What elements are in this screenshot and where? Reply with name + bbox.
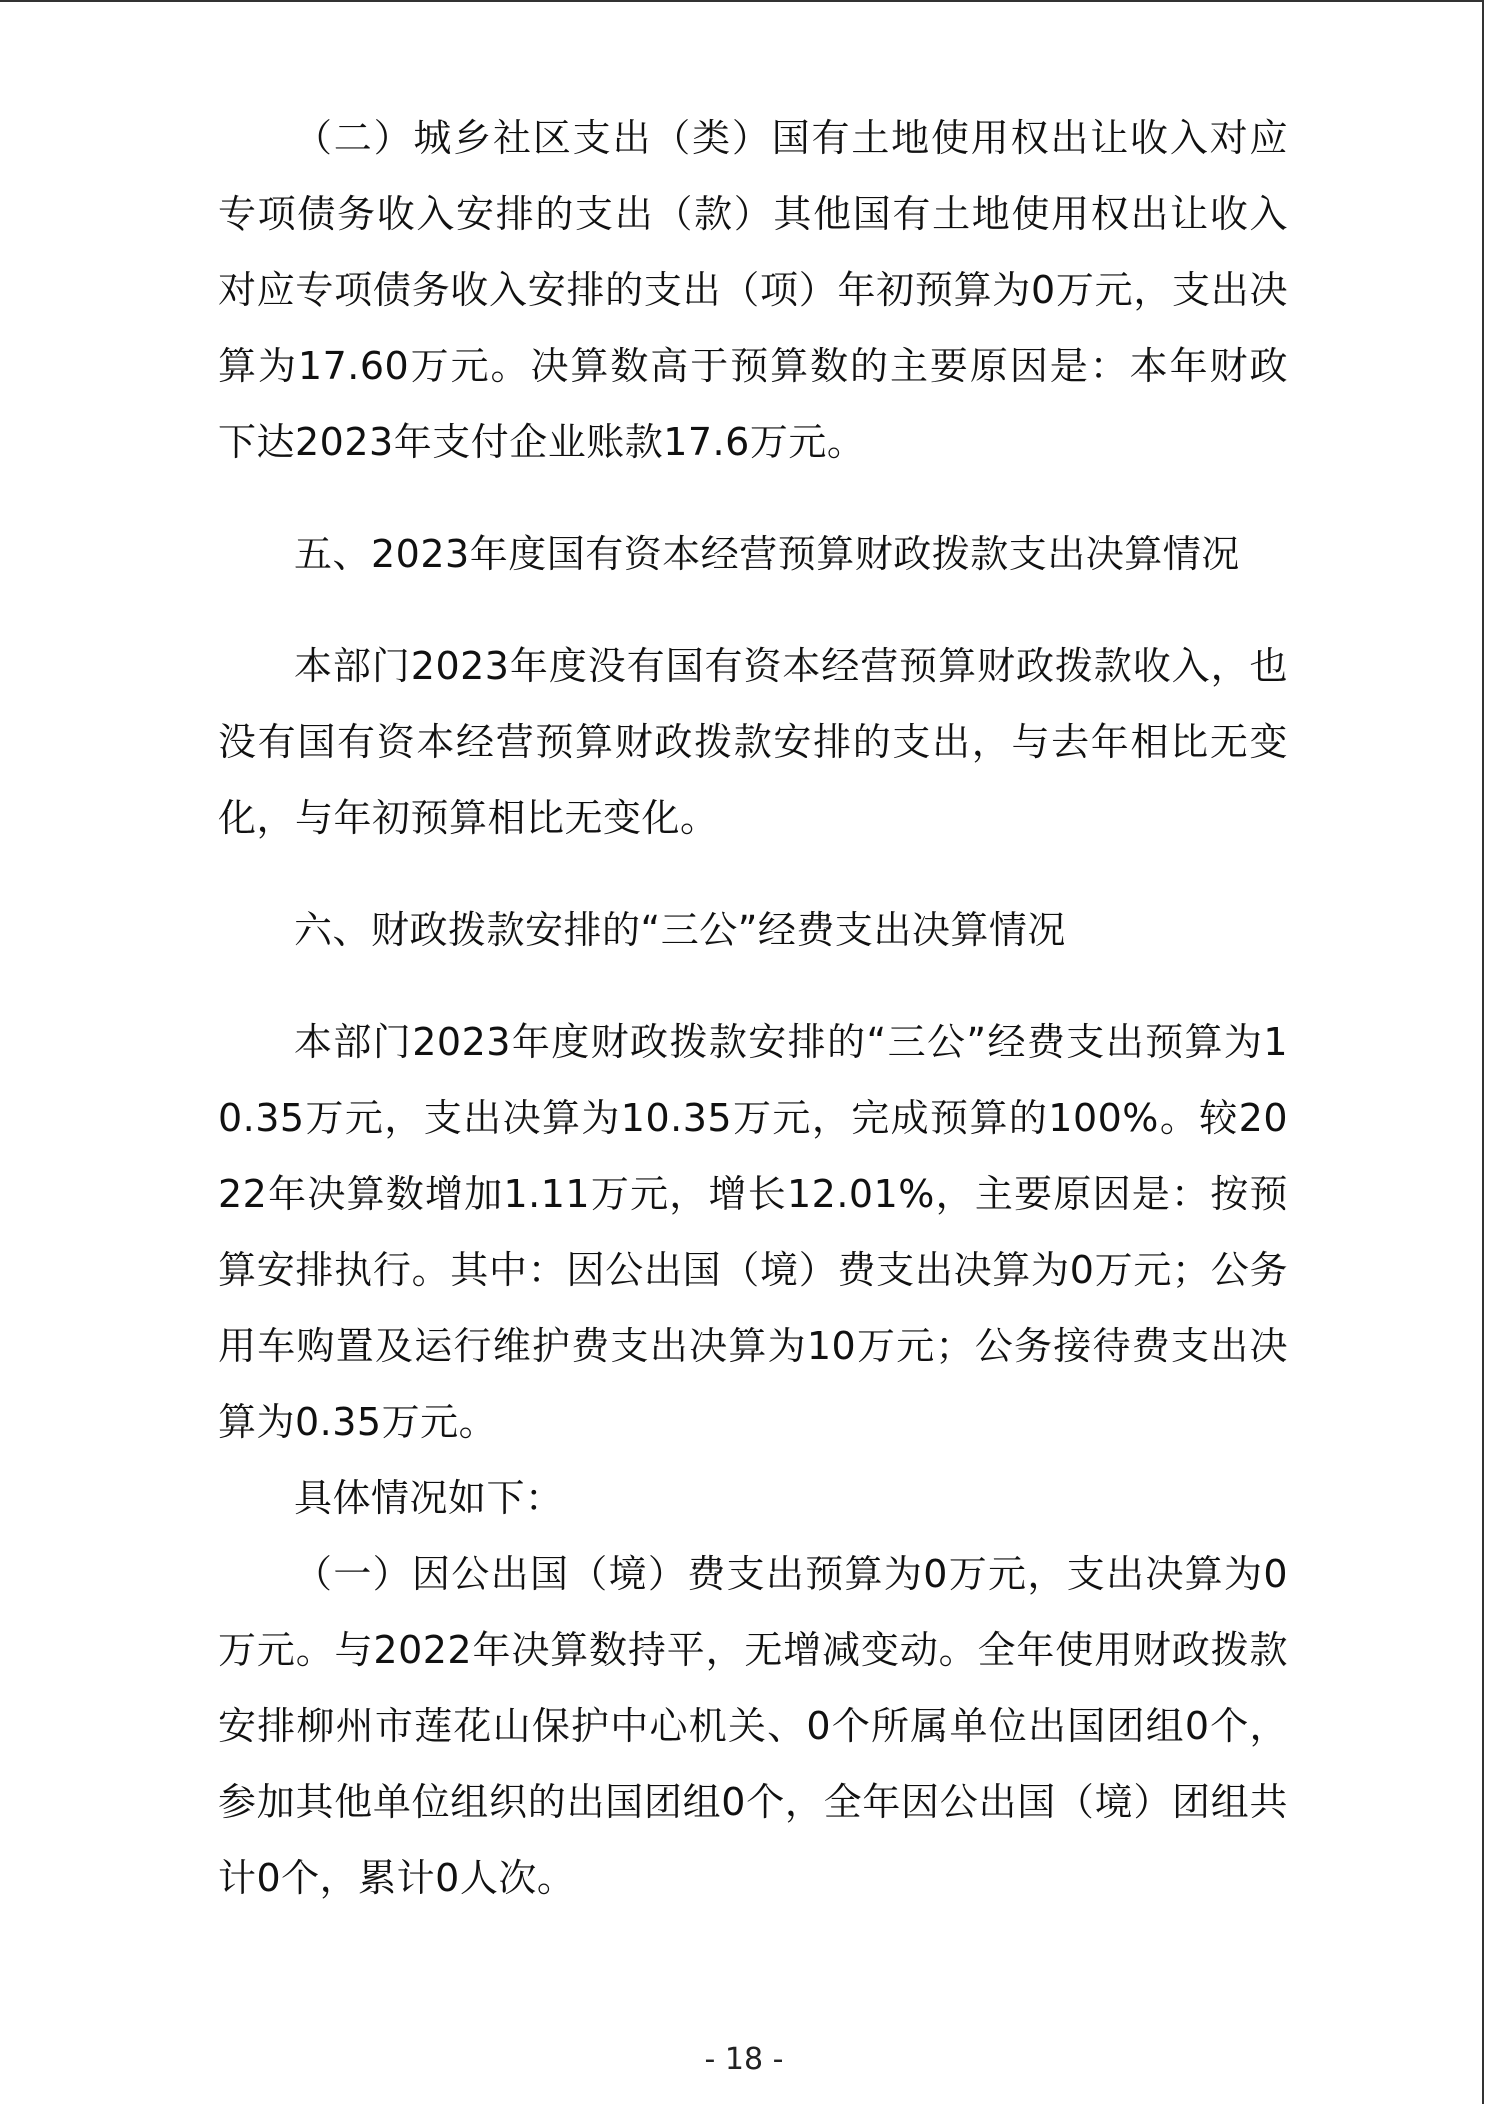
page-number: - 18 - [704,2042,784,2077]
paragraph-details-intro: 具体情况如下： [294,1476,564,1520]
paragraph-state-capital-budget: 本部门2023年度没有国有资本经营预算财政拨款收入，也没有国有资本经营预算财政拨款安排的支出，与去年相比无变化，与年初预算相比无变化。 [218,644,1288,840]
paragraph-urban-rural-expenditure: （二）城乡社区支出（类）国有土地使用权出让收入对应专项债务收入安排的支出（款）其他国有土地使用权出让收入对应专项债务收入安排的支出（项）年初预算为0万元，支出决算为17.60万元。决算数高于预算数的主要原因是：本年财政下达2023年支付企业账款17.6万元。 [218,116,1288,464]
paragraph-three-public-expenses: 本部门2023年度财政拨款安排的“三公”经费支出预算为10.35万元，支出决算为10.35万元，完成预算的100%。较2022年决算数增加1.11万元，增长12.01%，主要原因是：按预算安排执行。其中：因公出国（境）费支出决算为0万元；公务用车购置及运行维护费支出决算为10万元；公务接待费支出决算为0.35万元。 [218,1020,1288,1444]
document-body [218,100,1288,1916]
heading-section-6: 六、财政拨款安排的“三公”经费支出决算情况 [294,908,1066,952]
paragraph-overseas-travel: （一）因公出国（境）费支出预算为0万元，支出决算为0万元。与2022年决算数持平，无增减变动。全年使用财政拨款安排柳州市莲花山保护中心机关、0个所属单位出国团组0个，参加其他单位组织的出国团组0个，全年因公出国（境）团组共计0个，累计0人次。 [218,1552,1288,1900]
heading-section-5: 五、2023年度国有资本经营预算财政拨款支出决算情况 [294,532,1240,576]
